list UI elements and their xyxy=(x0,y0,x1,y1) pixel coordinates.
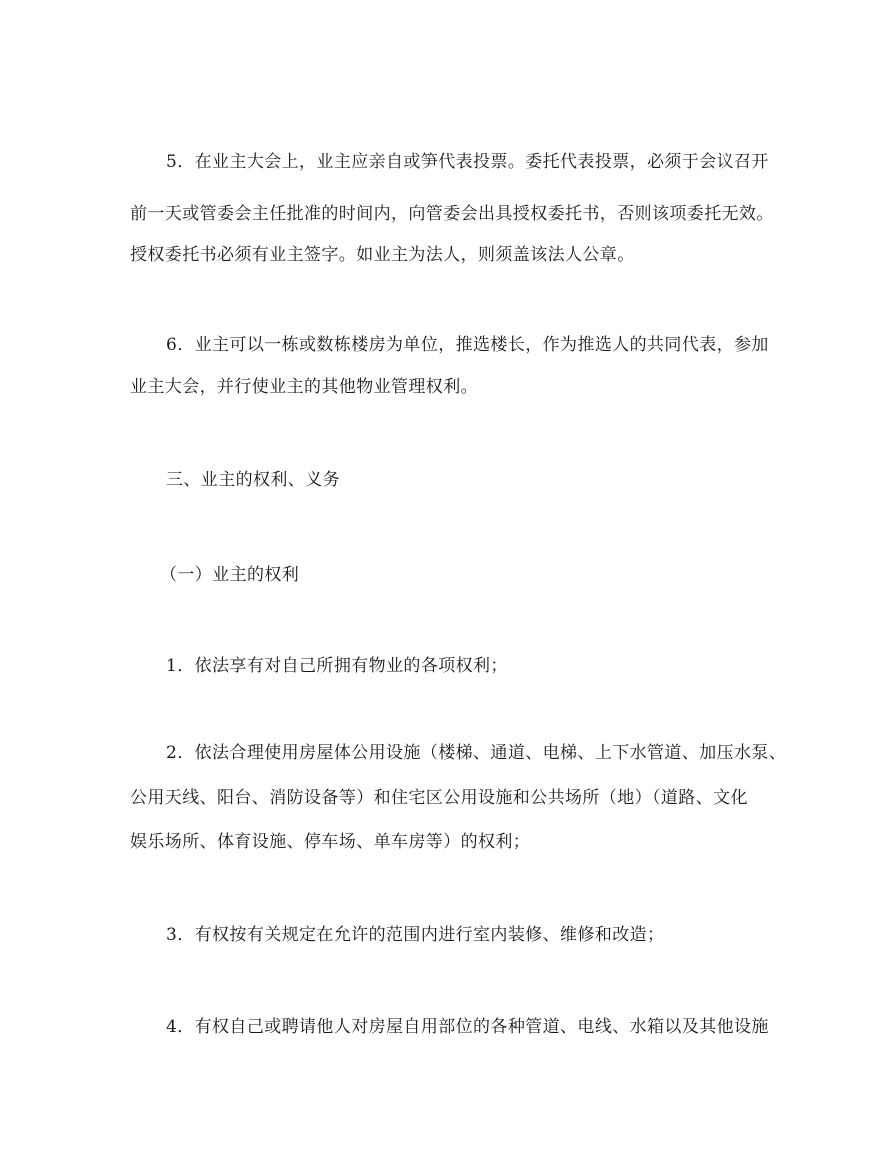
paragraph-5-line-3: 授权委托书必须有业主签字。如业主为法人，则须盖该法人公章。 xyxy=(130,245,635,265)
paragraph-6-line-2: 业主大会，并行使业主的其他物业管理权利。 xyxy=(130,377,478,397)
paragraph-5-line-2: 前一天或管委会主任批准的时间内，向管委会出具授权委托书，否则该项委托无效。 xyxy=(130,204,774,224)
item-1: 1．依法享有对自己所拥有物业的各项权利； xyxy=(166,656,508,676)
item-2-line-3: 娱乐场所、体育设施、停车场、单车房等）的权利； xyxy=(130,832,531,852)
item-4-line-1: 4．有权自己或聘请他人对房屋自用部位的各种管道、电线、水箱以及其他设施 xyxy=(166,1017,769,1037)
item-2-line-1: 2．依法合理使用房屋体公用设施（楼梯、通道、电梯、上下水管道、加压水泵、 xyxy=(166,743,787,763)
section-heading: 三、业主的权利、义务 xyxy=(166,470,340,490)
subsection-heading: （一）业主的权利 xyxy=(160,565,300,585)
item-2-line-2: 公用天线、阳台、消防设备等）和住宅区公用设施和公共场所（地）（道路、文化 xyxy=(130,788,748,808)
paragraph-6-line-1: 6．业主可以一栋或数栋楼房为单位，推选楼长，作为推选人的共同代表，参加 xyxy=(166,335,769,355)
paragraph-5-line-1: 5．在业主大会上，业主应亲自或笋代表投票。委托代表投票，必须于会议召开 xyxy=(166,152,769,172)
item-3: 3．有权按有关规定在允许的范围内进行室内装修、维修和改造； xyxy=(166,925,665,945)
